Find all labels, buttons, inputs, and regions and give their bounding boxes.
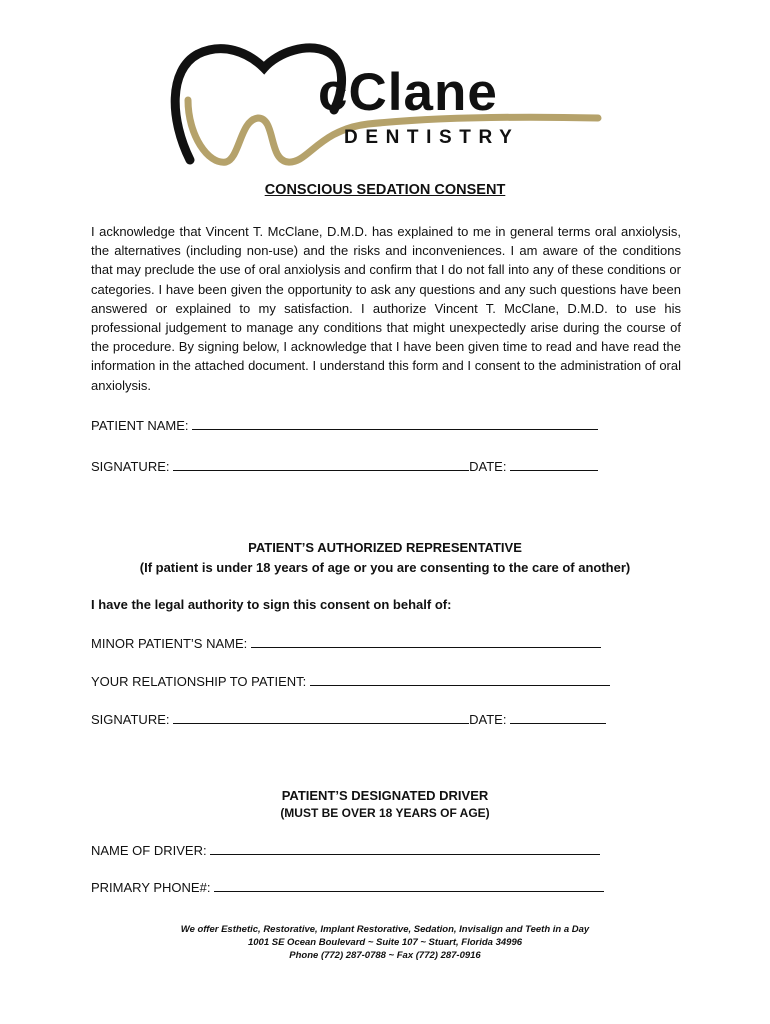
patient-name-field[interactable]	[192, 417, 598, 430]
logo-wordmark: cClane	[318, 63, 498, 122]
logo-subtitle: DENTISTRY	[344, 127, 520, 148]
relationship-label: YOUR RELATIONSHIP TO PATIENT:	[91, 674, 307, 689]
patient-name-row	[91, 417, 598, 433]
relationship-field[interactable]	[310, 673, 610, 686]
representative-signature-field[interactable]	[173, 711, 469, 724]
patient-date-field[interactable]	[510, 458, 598, 471]
relationship-row	[91, 673, 610, 689]
representative-date-label: DATE:	[469, 712, 507, 727]
patient-date-label: DATE:	[469, 459, 507, 474]
patient-signature-label: SIGNATURE:	[91, 459, 170, 474]
minor-name-field[interactable]	[251, 635, 601, 648]
minor-name-label: MINOR PATIENT’S NAME:	[91, 636, 248, 651]
driver-subheading: (MUST BE OVER 18 YEARS OF AGE)	[280, 806, 490, 820]
patient-signature-row	[91, 458, 598, 474]
legal-authority-text: I have the legal authority to sign this consent on behalf of:	[91, 597, 452, 612]
representative-date-field[interactable]	[510, 711, 606, 724]
driver-phone-row	[91, 879, 604, 895]
driver-phone-field[interactable]	[214, 879, 604, 892]
driver-phone-label: PRIMARY PHONE#:	[91, 880, 211, 895]
representative-signature-label: SIGNATURE:	[91, 712, 170, 727]
document-title: CONSCIOUS SEDATION CONSENT	[264, 182, 506, 198]
driver-name-field[interactable]	[210, 842, 600, 855]
patient-name-label: PATIENT NAME:	[91, 418, 189, 433]
driver-name-row	[91, 842, 600, 858]
representative-heading: PATIENT’S AUTHORIZED REPRESENTATIVE	[248, 540, 522, 555]
footer-address: 1001 SE Ocean Boulevard ~ Suite 107 ~ Stuart, Florida 34996	[247, 937, 523, 948]
consent-paragraph: I acknowledge that Vincent T. McClane, D.M.D. has explained to me in general terms oral anxiolysis, the alternatives (including non-use) and the risks and inconveniences. I am aware of the conditions that may preclude the use of oral anxiolysis and confirm that I do not fall into any of these conditions or categories. I have been given the opportunity to ask any questions and any such questions have been answered or explained to my satisfaction. I authorize Vincent T. McClane, D.M.D. to use his professional judgement to manage any conditions that might unexpectedly arise during the course of the procedure. By signing below, I acknowledge that I have been given time to read and have read the information in the attached document. I understand this form and I consent to the administration of oral anxiolysis.	[91, 224, 681, 393]
footer-services: We offer Esthetic, Restorative, Implant Restorative, Sedation, Invisalign and Teeth in a Day	[180, 924, 590, 935]
footer-phone: Phone (772) 287-0788 ~ Fax (772) 287-0916	[289, 950, 481, 961]
minor-name-row	[91, 635, 601, 651]
patient-signature-field[interactable]	[173, 458, 469, 471]
mcclane-logo	[168, 40, 608, 170]
driver-name-label: NAME OF DRIVER:	[91, 843, 207, 858]
representative-subheading: (If patient is under 18 years of age or you are consenting to the care of another)	[139, 560, 631, 575]
driver-heading: PATIENT’S DESIGNATED DRIVER	[281, 788, 489, 803]
representative-signature-row	[91, 711, 606, 727]
